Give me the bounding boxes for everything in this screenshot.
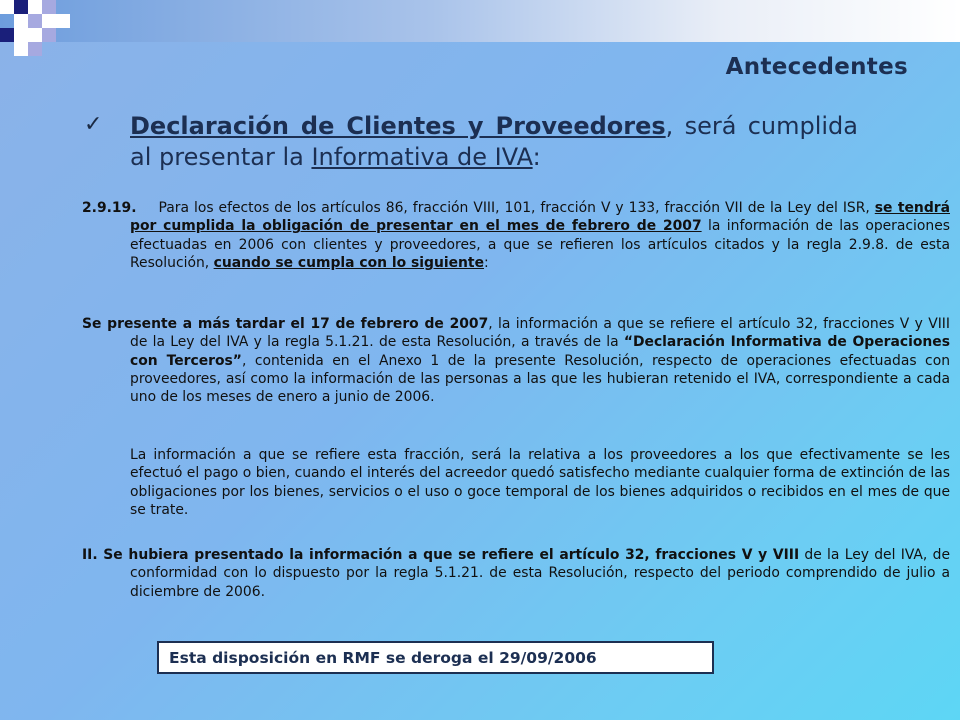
fraction-1-quote: “Declaración Informativa de Operaciones con Terceros” <box>130 334 950 369</box>
rule-text-c: la información de las operaciones efectuadas en 2006 con clientes y proveedores, a que se refieren los artículos citados y la regla 2.9.8. de esta Resolución, <box>130 218 950 271</box>
fraction-1-paragraph <box>82 315 950 406</box>
lead-paragraph <box>130 111 858 173</box>
derogation-notice-box <box>157 641 714 674</box>
fraction-1-text-2: , contenida en el Anexo 1 de la presente Resolución, respecto de operaciones efectuadas con proveedores, así como la información de las personas a las que les hubieran retenido el IVA, correspondiente a cada uno de los meses de enero a junio de 2006. <box>130 352 950 406</box>
declaracion-link[interactable]: Declaración de Clientes y Proveedores <box>130 112 666 140</box>
lead-text-2: : <box>532 143 541 171</box>
fraction-1-text-1: , la información a que se refiere el artículo 32, fracciones V y VIII de la Ley del IVA y la regla 5.1.21. de esta Resolución, a través de la <box>130 316 950 351</box>
fraction-2-paragraph <box>82 546 950 601</box>
derogation-notice-text: Esta disposición en RMF se deroga el 29/09/2006 <box>169 649 597 667</box>
checkmark-icon: ✓ <box>84 112 103 137</box>
rule-text-b: se tendrá por cumplida la obligación de presentar en el mes de febrero de 2007 <box>130 200 950 235</box>
rule-text-e: : <box>484 254 489 271</box>
fraction-2-lead: II. Se hubiera presentado la información a que se refiere el artículo 32, fracciones V y VIII <box>82 547 800 563</box>
rule-text-d: cuando se cumpla con lo siguiente <box>213 254 484 271</box>
rule-paragraph <box>82 199 950 272</box>
rule-number: 2.9.19. <box>82 200 137 216</box>
fraction-1-lead: Se presente a más tardar el 17 de febrero de 2007 <box>82 316 489 332</box>
fraction-1-paragraph-2: La información a que se refiere esta fracción, será la relativa a los proveedores a los que efectivamente se les efectuó el pago o bien, cuando el interés del acreedor quedó satisfecho mediante cualquier forma de extinción de las obligaciones por los bienes, servicios o el uso o goce temporal de los bienes adquiridos o recibidos en el mes de que se trate. <box>130 447 950 518</box>
fraction-2-text-1: de la Ley del IVA, de conformidad con lo dispuesto por la regla 5.1.21. de esta Resolución, respecto del periodo comprendido de julio a diciembre de 2006. <box>130 547 950 600</box>
informativa-iva-link[interactable]: Informativa de IVA <box>311 143 533 171</box>
lead-text-1: , será cumplida al presentar la <box>130 112 858 171</box>
rule-text-a: Para los efectos de los artículos 86, fracción VIII, 101, fracción V y 133, fracción VII de la Ley del ISR, <box>158 200 875 216</box>
slide-title: Antecedentes <box>725 54 908 80</box>
header-band <box>0 0 960 42</box>
